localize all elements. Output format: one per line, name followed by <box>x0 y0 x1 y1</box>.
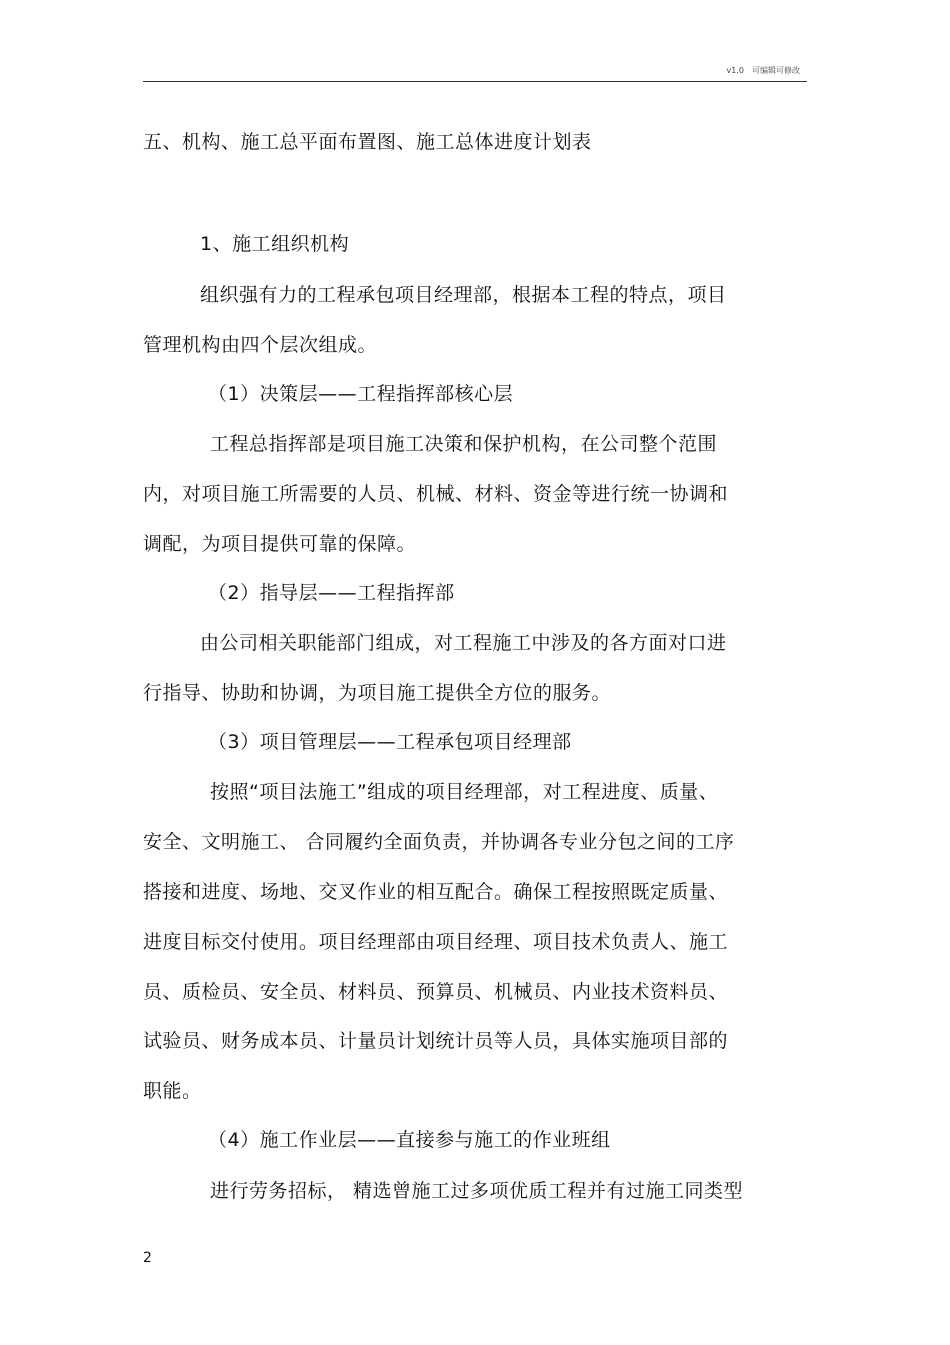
paragraph-line: 由公司相关职能部门组成，对工程施工中涉及的各方面对口进 <box>200 632 727 654</box>
paragraph-line: 搭接和进度、场地、交叉作业的相互配合。确保工程按照既定质量、 <box>143 881 729 903</box>
paragraph-line: 职能。 <box>143 1080 202 1102</box>
header-version-note: v1.0 可编辑可修改 <box>726 66 800 75</box>
page-number: 2 <box>143 1250 152 1266</box>
subsection-heading: 1、施工组织机构 <box>200 233 350 255</box>
paragraph-line: 管理机构由四个层次组成。 <box>143 334 378 356</box>
paragraph-line: 组织强有力的工程承包项目经理部，根据本工程的特点，项目 <box>200 284 727 306</box>
paragraph-line: 工程总指挥部是项目施工决策和保护机构，在公司整个范围 <box>210 433 718 455</box>
level-heading: （1）决策层——工程指挥部核心层 <box>208 383 514 405</box>
paragraph-line: 员、质检员、安全员、材料员、预算员、机械员、内业技术资料员、 <box>143 981 729 1003</box>
paragraph-line: 试验员、财务成本员、计量员计划统计员等人员，具体实施项目部的 <box>143 1030 729 1052</box>
level-heading: （3）项目管理层——工程承包项目经理部 <box>208 731 572 753</box>
header-rule <box>143 81 807 82</box>
section-heading: 五、机构、施工总平面布置图、施工总体进度计划表 <box>143 131 592 153</box>
paragraph-line: 进行劳务招标， 精选曾施工过多项优质工程并有过施工同类型 <box>210 1180 744 1202</box>
paragraph-line: 进度目标交付使用。项目经理部由项目经理、项目技术负责人、施工 <box>143 931 729 953</box>
level-heading: （2）指导层——工程指挥部 <box>208 582 455 604</box>
paragraph-line: 调配，为项目提供可靠的保障。 <box>143 533 417 555</box>
paragraph-line: 内，对项目施工所需要的人员、机械、材料、资金等进行统一协调和 <box>143 483 729 505</box>
paragraph-line: 按照“项目法施工”组成的项目经理部，对工程进度、质量、 <box>210 781 719 803</box>
paragraph-line: 安全、文明施工、 合同履约全面负责，并协调各专业分包之间的工序 <box>143 831 735 853</box>
level-heading: （4）施工作业层——直接参与施工的作业班组 <box>208 1129 611 1151</box>
paragraph-line: 行指导、协助和协调，为项目施工提供全方位的服务。 <box>143 682 612 704</box>
